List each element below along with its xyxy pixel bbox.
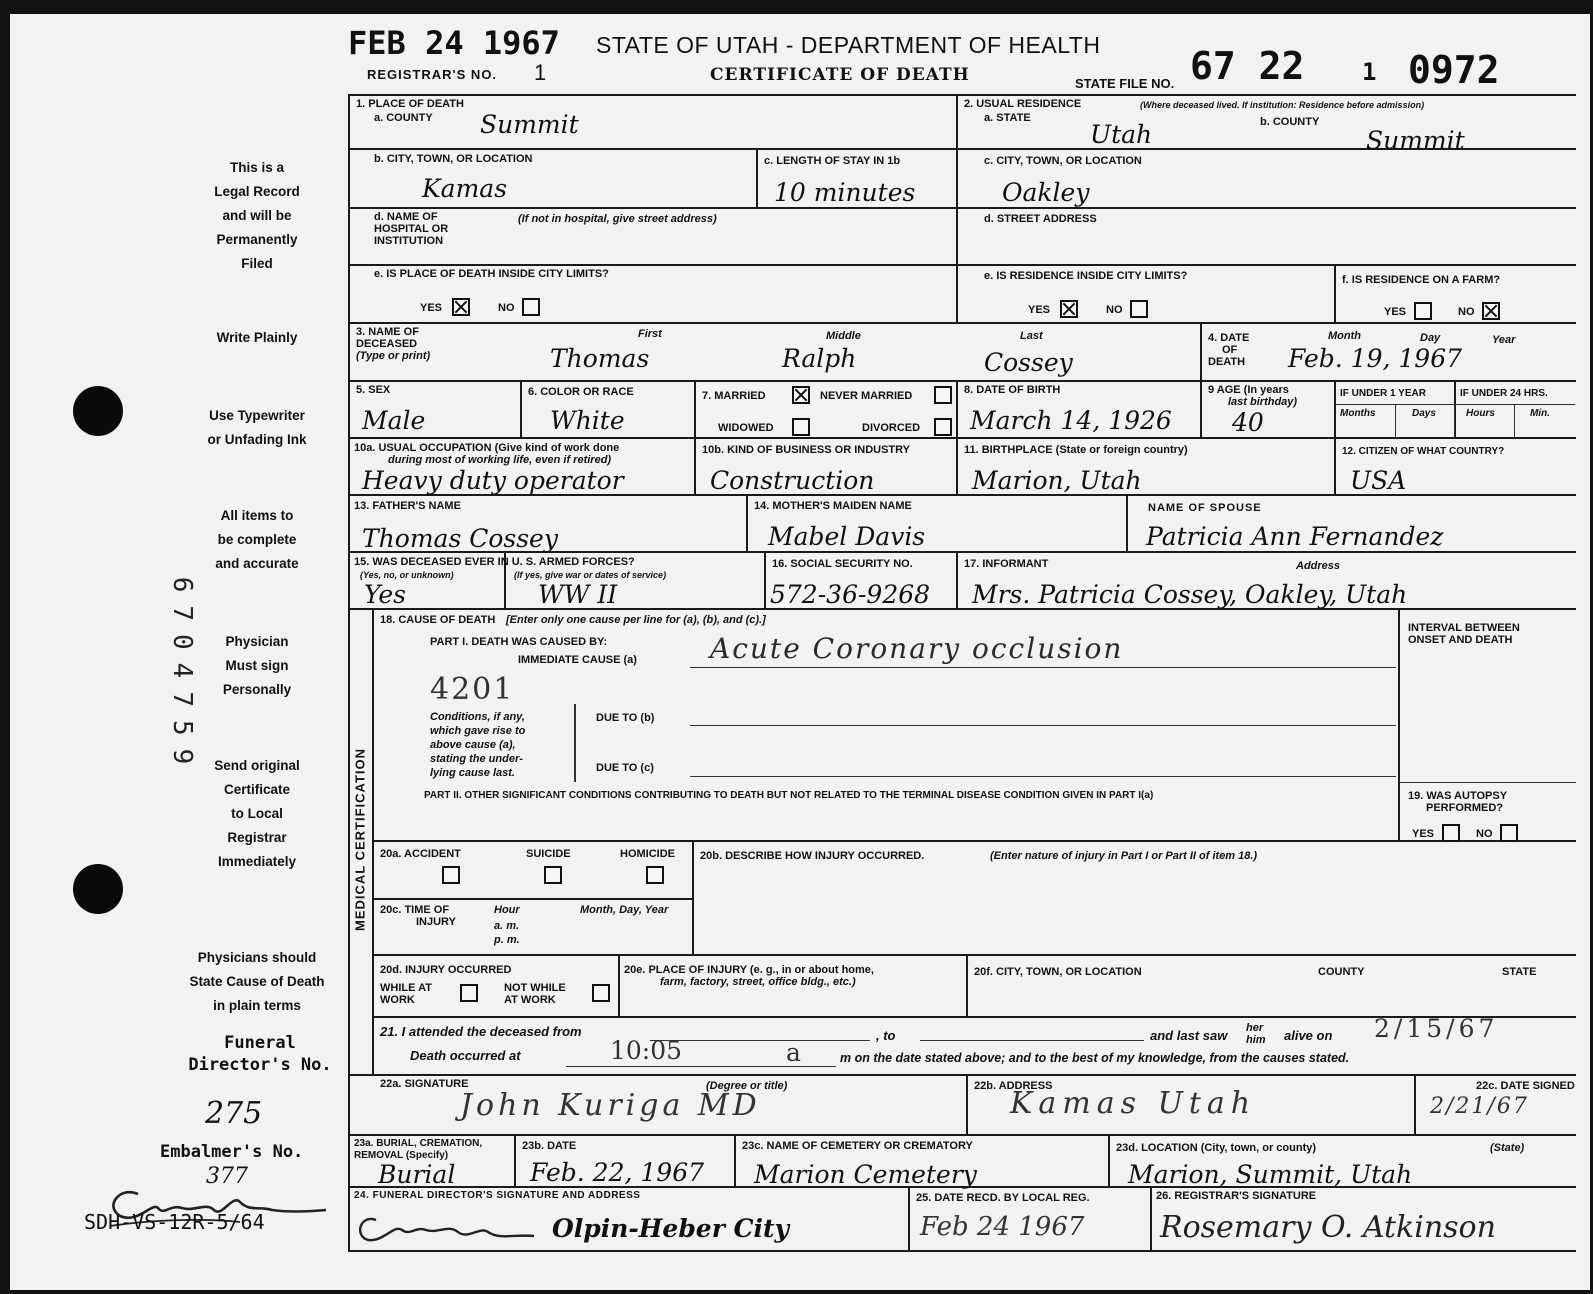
war-value: WW II <box>538 580 618 609</box>
cemetery-label: 23c. NAME OF CEMETERY OR CREMATORY <box>742 1140 973 1152</box>
city-value: Kamas <box>422 174 508 203</box>
race-value: White <box>550 406 625 435</box>
accident-checkbox[interactable] <box>442 866 460 884</box>
address-label: 22b. ADDRESS <box>974 1080 1053 1092</box>
autopsy-yes-checkbox[interactable] <box>1442 824 1460 842</box>
hospital-label: d. NAME OF HOSPITAL OR INSTITUTION <box>374 211 449 247</box>
residence-state-value: Utah <box>1090 120 1153 149</box>
funeral-director-label: Funeral Director's No. <box>188 1033 332 1075</box>
residence-city-value: Oakley <box>1002 178 1090 207</box>
send-original-note: Send original Certificate to Local Registrar Immediately <box>214 758 300 869</box>
embalmer-label: Embalmer's No. <box>160 1142 304 1162</box>
informant-value: Mrs. Patricia Cossey, Oakley, Utah <box>972 580 1408 609</box>
date-of-death-label: 4. DATE OF DEATH <box>1208 332 1250 368</box>
residence-note: (Where deceased lived. If institution: Residence before admission) <box>1140 100 1425 110</box>
signature-label: 22a. SIGNATURE <box>380 1078 469 1090</box>
married-checkbox[interactable] <box>792 386 810 404</box>
punch-hole-bottom <box>73 864 123 914</box>
mother-label: 14. MOTHER'S MAIDEN NAME <box>754 500 912 512</box>
cemetery-value: Marion Cemetery <box>754 1160 977 1189</box>
farm-no-checkbox[interactable] <box>1482 302 1500 320</box>
place-inside-no-checkbox[interactable] <box>522 298 540 316</box>
cause-of-death-label: 18. CAUSE OF DEATH <box>380 614 496 626</box>
not-while-at-work-checkbox[interactable] <box>592 984 610 1002</box>
burial-value: Burial <box>378 1160 456 1189</box>
farm-label: f. IS RESIDENCE ON A FARM? <box>1342 274 1501 286</box>
physician-sign-note: Physician Must sign Personally <box>222 634 292 697</box>
residence-county-value: Summit <box>1366 126 1465 155</box>
death-occurred-label: Death occurred at <box>410 1048 521 1063</box>
residence-county-label: b. COUNTY <box>1260 116 1320 128</box>
street-address-label: d. STREET ADDRESS <box>984 213 1097 225</box>
date-received-value: Feb 24 1967 <box>920 1212 1085 1242</box>
state-file-number: 67 22 <box>1190 44 1305 88</box>
write-plainly-note: Write Plainly <box>216 330 298 345</box>
usual-residence-label: 2. USUAL RESIDENCE <box>964 98 1082 110</box>
physician-address: Kamas Utah <box>1010 1086 1257 1121</box>
burial-date-value: Feb. 22, 1967 <box>530 1158 704 1187</box>
married-label: 7. MARRIED <box>702 390 766 402</box>
residence-state-label: a. STATE <box>984 112 1031 124</box>
typewriter-note: Use Typewriter or Unfading Ink <box>207 408 307 447</box>
date-signed-value: 2/21/67 <box>1430 1094 1529 1119</box>
legal-record-note: This is a Legal Record and will be Permanently Filed <box>214 160 300 271</box>
residence-city-label: c. CITY, TOWN, OR LOCATION <box>984 155 1142 167</box>
form-code: SDH-VS-12R-5/64 <box>84 1210 265 1234</box>
last-seen-value: 2/15/67 <box>1374 1014 1499 1043</box>
county-value: Summit <box>480 110 579 139</box>
sex-value: Male <box>362 406 426 435</box>
complete-note: All items to be complete and accurate <box>215 508 299 571</box>
date-of-birth-label: 8. DATE OF BIRTH <box>964 384 1061 396</box>
mother-value: Mabel Davis <box>768 522 926 551</box>
funeral-director-no: 275 <box>205 1096 263 1131</box>
armed-forces-label: 15. WAS DECEASED EVER IN U. S. ARMED FORCES? <box>354 556 635 568</box>
middle-name-value: Ralph <box>782 344 857 373</box>
attended-label: 21. I attended the deceased from <box>380 1024 582 1039</box>
funeral-director-signature-mark <box>354 1202 554 1248</box>
place-inside-yes-checkbox[interactable] <box>452 298 470 316</box>
embalmer-no: 377 <box>206 1164 248 1189</box>
punch-hole-top <box>73 386 123 436</box>
state-file-suffix: 0972 <box>1408 48 1500 92</box>
place-of-death-label: 1. PLACE OF DEATH <box>356 98 464 110</box>
funeral-director-signature-label: 24. FUNERAL DIRECTOR'S SIGNATURE AND ADDRESS <box>354 1190 641 1201</box>
county-label: a. COUNTY <box>374 112 433 124</box>
location-label: 23d. LOCATION (City, town, or county) <box>1116 1142 1317 1154</box>
last-name-value: Cossey <box>984 348 1073 377</box>
conditions-note: Conditions, if any, which gave rise to above cause (a), stating the under- lying cause last. <box>430 711 526 779</box>
never-married-checkbox[interactable] <box>934 386 952 404</box>
certificate-title: CERTIFICATE OF DEATH <box>710 65 970 85</box>
autopsy-label: 19. WAS AUTOPSY PERFORMED? <box>1408 790 1508 814</box>
spouse-label: NAME OF SPOUSE <box>1148 502 1262 514</box>
injury-city-label: 20f. CITY, TOWN, OR LOCATION <box>974 966 1142 978</box>
part-two-label: PART II. OTHER SIGNIFICANT CONDITIONS CONTRIBUTING TO DEATH BUT NOT RELATED TO THE TERMINAL DISEASE CONDITION GIVEN IN PART I(a) <box>424 790 1154 801</box>
date-received-label: 25. DATE RECD. BY LOCAL REG. <box>916 1192 1090 1204</box>
residence-inside-limits-label: e. IS RESIDENCE INSIDE CITY LIMITS? <box>984 270 1188 282</box>
residence-inside-yes-checkbox[interactable] <box>1060 300 1078 318</box>
sex-label: 5. SEX <box>356 384 391 396</box>
place-inside-limits-label: e. IS PLACE OF DEATH INSIDE CITY LIMITS? <box>374 268 609 280</box>
hospital-note: (If not in hospital, give street address) <box>518 213 717 225</box>
length-of-stay-label: c. LENGTH OF STAY IN 1b <box>764 155 901 167</box>
registrar-no-label: REGISTRAR'S NO. <box>367 67 498 82</box>
physician-signature: John Kuriga MD <box>460 1088 761 1123</box>
state-department-heading: STATE OF UTAH - DEPARTMENT OF HEALTH <box>596 32 1101 58</box>
time-of-death-value: 10:05 <box>610 1036 683 1065</box>
birthplace-label: 11. BIRTHPLACE (State or foreign country) <box>964 444 1188 456</box>
date-of-death-value: Feb. 19, 1967 <box>1288 344 1462 373</box>
describe-injury-label: 20b. DESCRIBE HOW INJURY OCCURRED. <box>700 850 925 862</box>
homicide-checkbox[interactable] <box>646 866 664 884</box>
armed-forces-value: Yes <box>364 580 406 609</box>
while-at-work-checkbox[interactable] <box>460 984 478 1002</box>
spouse-value: Patricia Ann Fernandez <box>1146 522 1444 551</box>
date-of-birth-value: March 14, 1926 <box>970 406 1172 435</box>
occupation-value: Heavy duty operator <box>362 466 624 495</box>
registrar-signature-label: 26. REGISTRAR'S SIGNATURE <box>1156 1190 1317 1202</box>
date-signed-label: 22c. DATE SIGNED <box>1476 1080 1575 1092</box>
location-value: Marion, Summit, Utah <box>1128 1160 1413 1189</box>
birthplace-value: Marion, Utah <box>972 466 1142 495</box>
farm-yes-checkbox[interactable] <box>1414 302 1432 320</box>
length-of-stay-value: 10 minutes <box>774 178 916 207</box>
business-value: Construction <box>710 466 875 495</box>
father-label: 13. FATHER'S NAME <box>354 500 461 512</box>
age-label: 9 AGE (In years last birthday) <box>1208 384 1298 408</box>
ssn-label: 16. SOCIAL SECURITY NO. <box>772 558 913 570</box>
medical-certification-label: MEDICAL CERTIFICATION <box>352 748 368 932</box>
first-name-value: Thomas <box>550 344 650 373</box>
cause-code: 4201 <box>430 672 515 707</box>
interval-label: INTERVAL BETWEEN ONSET AND DEATH <box>1408 622 1520 646</box>
burial-date-label: 23b. DATE <box>522 1140 577 1152</box>
burial-label: 23a. BURIAL, CREMATION, REMOVAL (Specify) <box>354 1138 483 1161</box>
registrar-signature: Rosemary O. Atkinson <box>1160 1210 1496 1245</box>
race-label: 6. COLOR OR RACE <box>528 386 634 398</box>
divorced-checkbox[interactable] <box>934 418 952 436</box>
suicide-checkbox[interactable] <box>544 866 562 884</box>
business-label: 10b. KIND OF BUSINESS OR INDUSTRY <box>702 444 911 456</box>
injury-occurred-label: 20d. INJURY OCCURRED <box>380 964 512 976</box>
city-label: b. CITY, TOWN, OR LOCATION <box>374 153 533 165</box>
death-certificate: FEB 24 1967 REGISTRAR'S NO. 1 STATE OF UTAH - DEPARTMENT OF HEALTH CERTIFICATE OF DEATH STATE FILE NO. 67 22 1 0972 This is a Legal Record and will be Permanently Filed Write Plainly Use Typewriter or Unfading Ink All items to be complete and accurate Physician Must sign Personally Send original Certificate to Local Registrar Immediately Physicians should State Cause of Death in plain terms Funeral Director's No. 275 Embalmer's No. 377 SDH-VS-12R-5/64 6704759 1. PLACE OF DEATH a. COUNTY Summit 2. USUAL RESIDENCE (Where deceased lived. If institution: Residence before admission) a. STATE Utah b. COUNTY Summit b. CITY, TOWN, OR LOCATION Kamas c. LENGTH OF STAY IN 1b 10 minutes c. CITY, TOWN, OR LOCATION Oakley d. NAME OF HOSPITAL OR INSTITUTION (If not in hospital, give street address) d. STREET ADDRESS e. IS PLACE OF DEATH INSIDE CITY LIMITS? YES NO e. IS RESIDENCE INSIDE CITY LIMITS? YES NO f. IS RESIDENCE ON A FARM? YES NO 3. NAME OF DECEASED (Type or print) First Middle Last Thomas Ralph Cossey 4. DATE OF DEATH Month Day Year Feb. 19, 1967 5. SEX Male 6. COLOR OR RACE White 7. MARRIED NEVER MARRIED WIDOWED DIVORCED 8. DATE OF BIRTH March 14, 1926 9 AGE (In years last birthday) 40 IF UNDER 1 YEAR IF UNDER 24 HRS. Months Days Hours Min. 10a. USUAL OCCUPATION (Give kind of work done during most of working life, even if retired) Heavy duty operator 10b. KIND OF BUSINESS OR INDUSTRY Construction 11. BIRTHPLACE (State or foreign country) Marion, Utah 12. CITIZEN OF WHAT COUNTRY? USA 13. FATHER'S NAME Thomas Cossey 14. MOTHER'S MAIDEN NAME Mabel Davis NAME OF SPOUSE Patricia Ann Fernandez 15. WAS DECEASED EVER IN U. S. ARMED FORCES? (Yes, no, or unknown) (If yes, give war or dates of service) Yes WW II 16. SOCIAL SECURITY NO. 572-36-9268 17. INFORMANT Address Mrs. Patricia Cossey, Oakley, Utah MEDICAL CERTIFICATION 18. CAUSE OF DEATH [Enter only one cause per line for (a), (b), and (c).] PART I. DEATH WAS CAUSED BY: IMMEDIATE CAUSE (a) Acute Coronary occlusion 4201 Conditions, if any, which gave rise to above cause (a), stating the under- lying cause last. DUE TO (b) DUE TO (c) INTERVAL BETWEEN ONSET AND DEATH PART II. OTHER SIGNIFICANT CONDITIONS CONTRIBUTING TO DEATH BUT NOT RELATED TO THE TERMINAL DISEASE CONDITION GIVEN IN PART I(a) 19. WAS AUTOPSY PERFORMED? YES NO 20a. ACCIDENT SUICIDE HOMICIDE 20b. DESCRIBE HOW INJURY OCCURRED. (Enter nature of injury in Part I or Part II of item 18.) 20c. TIME OF INJURY Hour Month, Day, Year a. m. p. m. 20d. INJURY OCCURRED WHILE AT WORK NOT WHILE AT WORK 20e. PLACE OF INJURY (e. g., in or about home, farm, factory, street, office bldg., etc.) 20f. CITY, TOWN, OR LOCATION COUNTY STATE 21. I attended the deceased from , to and last saw her him alive on 2/15/67 Death occurred at 10:05 a m on the date stated above; and to the best of my knowledge, from the causes stated. 22a. SIGNATURE (Degree or title) John Kuriga MD 22b. ADDRESS Kamas Utah 22c. DATE SIGNED 2/21/67 23a. BURIAL, CREMATION, REMOVAL (Specify) Burial 23b. DATE Feb. 22, 1967 23c. NAME OF CEMETERY OR CREMATORY Marion Cemetery 23d. LOCATION (City, town, or county) (State) Marion, Summit, Utah 24. FUNERAL DIRECTOR'S SIGNATURE AND ADDRESS Olpin-Heber City 25. DATE RECD. BY LOCAL REG. Feb 24 1967 26. REGISTRAR'S SIGNATURE Rosemary O. Atkinson <box>10 14 1590 1290</box>
autopsy-no-checkbox[interactable] <box>1500 824 1518 842</box>
place-of-injury-label: 20e. PLACE OF INJURY (e. g., in or about home, farm, factory, street, office bldg., etc.) <box>624 964 874 988</box>
citizen-value: USA <box>1350 466 1407 495</box>
occupation-label: 10a. USUAL OCCUPATION (Give kind of work done during most of working life, even if retired) <box>354 442 620 466</box>
residence-inside-no-checkbox[interactable] <box>1130 300 1148 318</box>
state-file-label: STATE FILE NO. <box>1075 76 1175 91</box>
state-file-separator: 1 <box>1362 58 1377 86</box>
widowed-checkbox[interactable] <box>792 418 810 436</box>
time-of-injury-label: 20c. TIME OF INJURY <box>380 904 456 928</box>
citizen-label: 12. CITIZEN OF WHAT COUNTRY? <box>1342 446 1505 457</box>
age-value: 40 <box>1232 408 1264 437</box>
immediate-cause-value: Acute Coronary occlusion <box>710 632 1124 665</box>
received-date-stamp: FEB 24 1967 <box>348 24 560 62</box>
name-of-deceased-label: 3. NAME OF DECEASED (Type or print) <box>356 326 431 362</box>
ssn-value: 572-36-9268 <box>770 580 931 609</box>
serial-number: 6704759 <box>167 576 197 778</box>
funeral-director-address: Olpin-Heber City <box>552 1214 790 1243</box>
cause-terms-note: Physicians should State Cause of Death in plain terms <box>189 950 325 1013</box>
am-pm-value: a <box>786 1038 801 1067</box>
informant-label: 17. INFORMANT <box>964 558 1049 570</box>
father-value: Thomas Cossey <box>362 524 558 553</box>
registrar-no-value: 1 <box>534 60 547 85</box>
